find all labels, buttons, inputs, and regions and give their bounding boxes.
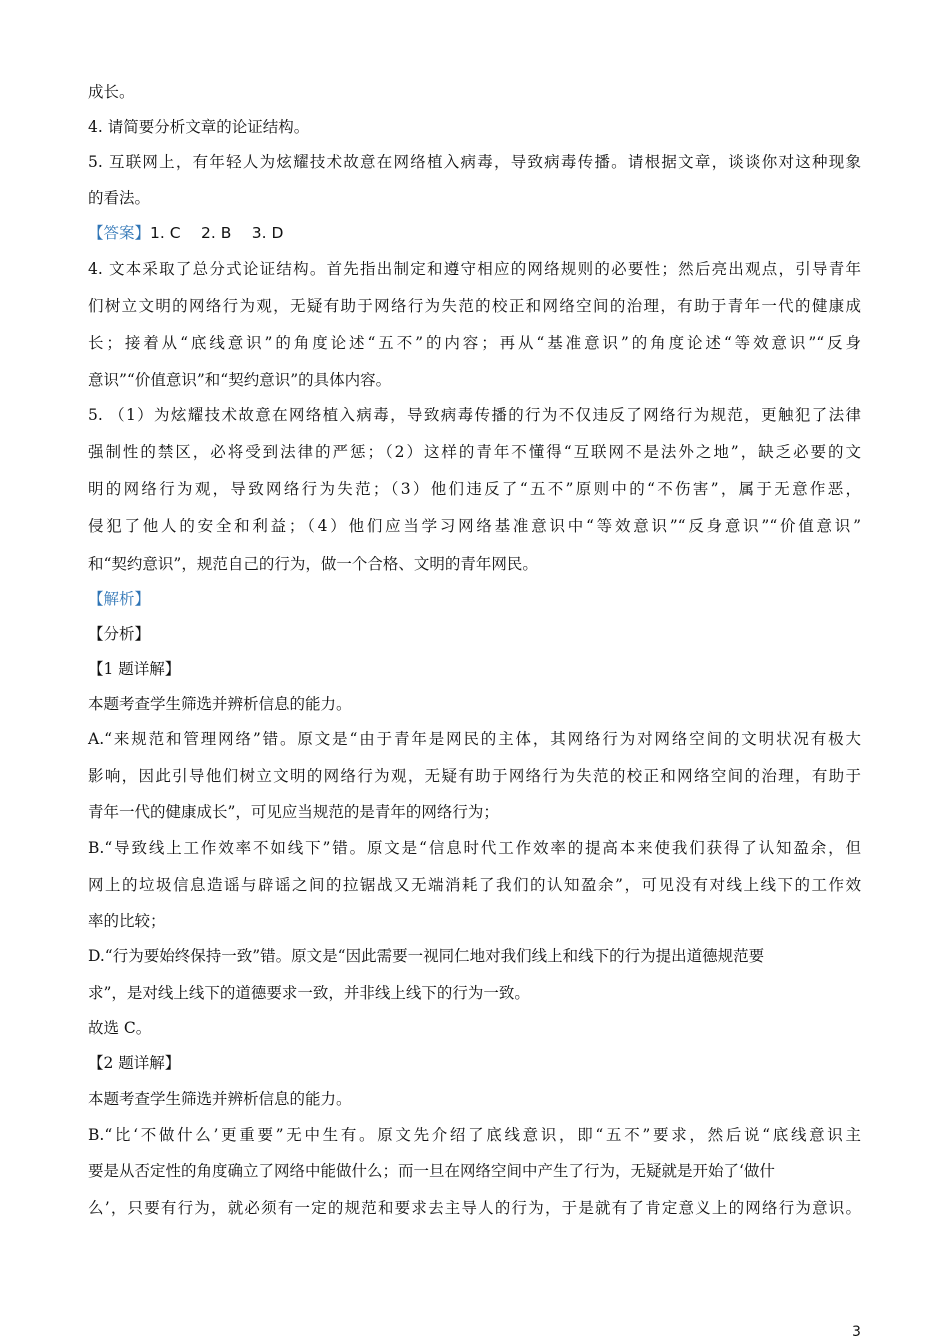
text-line: 和“契约意识”，规范自己的行为，做一个合格、文明的青年网民。	[88, 555, 538, 573]
text-line: 明的网络行为观，导致网络行为失范；（3）他们违反了“五不”原则中的“不伤害”，属于无意作恶，	[88, 480, 861, 498]
text-line: 网上的垃圾信息造谣与辟谣之间的拉锯战又无端消耗了我们的认知盈余”，可见没有对线上线下的工作效	[88, 876, 861, 894]
section-heading: 【1 题详解】	[88, 660, 181, 678]
text-line: 强制性的禁区，必将受到法律的严惩；（2）这样的青年不懂得“互联网不是法外之地”，缺乏必要的文	[88, 443, 861, 461]
text-line: B.“导致线上工作效率不如线下”错。原文是“信息时代工作效率的提高本来使我们获得了认知盈余，但	[88, 839, 861, 857]
text-line: 长；接着从“底线意识”的角度论述“五不”的内容；再从“基准意识”的角度论述“等效意识”“反身	[88, 334, 861, 352]
analysis-tag: 【解析】	[88, 590, 151, 608]
section-heading: 【分析】	[88, 625, 151, 643]
text-line: 青年一代的健康成长”，可见应当规范的是青年的网络行为；	[88, 803, 499, 821]
text-line: 影响，因此引导他们树立文明的网络行为观，无疑有助于网络行为失范的校正和网络空间的治理，有助于	[88, 767, 861, 785]
text-line: 成长。	[88, 83, 135, 101]
text-line: 5. （1）为炫耀技术故意在网络植入病毒，导致病毒传播的行为不仅违反了网络行为规范，更触犯了法律	[88, 406, 861, 424]
answer-tag: 【答案】	[88, 224, 151, 242]
question-5: 5. 互联网上，有年轻人为炫耀技术故意在网络植入病毒，导致病毒传播。请根据文章，谈谈你对这种现象	[88, 153, 861, 171]
text-line: 们树立文明的网络行为观，无疑有助于网络行为失范的校正和网络空间的治理，有助于青年一代的健康成	[88, 297, 861, 315]
text-line: A.“来规范和管理网络”错。原文是“由于青年是网民的主体，其网络行为对网络空间的文明状况有极大	[88, 730, 861, 748]
text-line: 要是从否定性的角度确立了网络中能做什么；而一旦在网络空间中产生了行为，无疑就是开始了‘做什	[88, 1162, 775, 1180]
text-line: 的看法。	[88, 189, 151, 207]
answer-line	[88, 223, 861, 243]
text-line: 侵犯了他人的安全和利益；（4）他们应当学习网络基准意识中“等效意识”“反身意识”“价值意识”	[88, 517, 861, 535]
text-line: D.“行为要始终保持一致”错。原文是“因此需要一视同仁地对我们线上和线下的行为提出道德规范要	[88, 947, 765, 965]
page-number: 3	[852, 1324, 861, 1340]
text-line: 4. 文本采取了总分式论证结构。首先指出制定和遵守相应的网络规则的必要性；然后亮出观点，引导青年	[88, 260, 861, 278]
question-4: 4. 请简要分析文章的论证结构。	[88, 118, 310, 136]
text-line: 么’，只要有行为，就必须有一定的规范和要求去主导人的行为，于是就有了肯定意义上的网络行为意识。	[88, 1199, 861, 1217]
text-line: 本题考查学生筛选并辨析信息的能力。	[88, 695, 352, 713]
text-line: 求”，是对线上线下的道德要求一致，并非线上线下的行为一致。	[88, 984, 530, 1002]
text-line: 意识”“价值意识”和“契约意识”的具体内容。	[88, 371, 392, 389]
text-line: 本题考查学生筛选并辨析信息的能力。	[88, 1090, 352, 1108]
text-line: 率的比较；	[88, 912, 166, 930]
section-heading: 【2 题详解】	[88, 1054, 181, 1072]
text-line: B.“比‘不做什么’更重要”无中生有。原文先介绍了底线意识，即“五不”要求，然后说“底线意识主	[88, 1126, 861, 1144]
text-line: 故选 C。	[88, 1019, 152, 1037]
answer-values: 1. C 2. B 3. D	[150, 224, 284, 242]
